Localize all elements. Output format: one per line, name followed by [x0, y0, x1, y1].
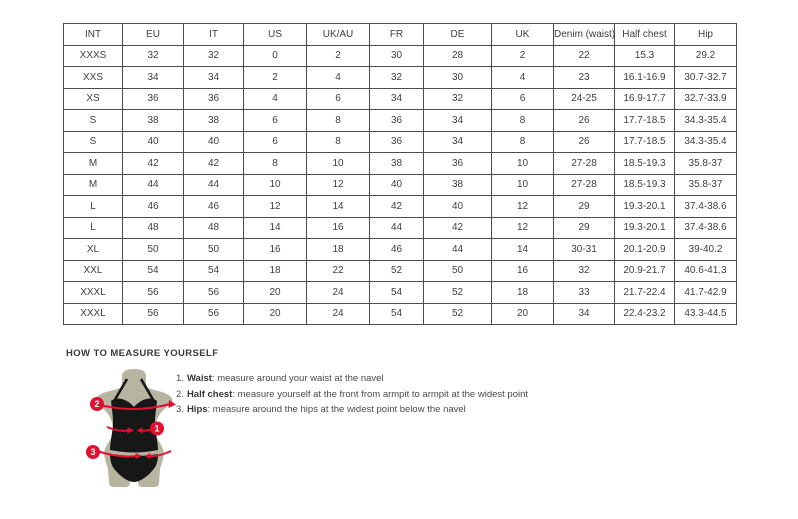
table-cell: 26	[554, 131, 615, 153]
table-cell: 52	[424, 303, 492, 325]
table-cell: 0	[244, 45, 307, 67]
table-cell: 18	[492, 282, 554, 304]
size-table	[63, 23, 737, 325]
table-cell: 20	[244, 303, 307, 325]
column-header: IT	[184, 24, 244, 46]
step-number: 3.	[176, 404, 184, 415]
step-label: Half chest	[186, 388, 233, 400]
table-cell: 32	[123, 45, 184, 67]
measure-steps	[176, 371, 528, 418]
step-text: : measure around the hips at the widest point below the navel	[207, 404, 466, 415]
table-cell: 6	[307, 88, 370, 110]
size-table-body	[64, 45, 737, 325]
table-cell: 44	[424, 239, 492, 261]
table-cell: 44	[184, 174, 244, 196]
table-cell: 34	[424, 131, 492, 153]
table-cell: 36	[184, 88, 244, 110]
table-cell: 26	[554, 110, 615, 132]
table-cell: 2	[244, 67, 307, 89]
table-cell: 40	[370, 174, 424, 196]
table-cell: 8	[244, 153, 307, 175]
table-cell: 6	[244, 110, 307, 132]
step-label: Hips	[186, 404, 208, 415]
size-table-header	[64, 24, 737, 46]
table-cell: 18.5-19.3	[615, 174, 675, 196]
table-cell: 54	[184, 260, 244, 282]
table-cell: 30-31	[554, 239, 615, 261]
table-cell: S	[64, 110, 123, 132]
table-cell: 46	[370, 239, 424, 261]
column-header: US	[244, 24, 307, 46]
table-cell: 22	[307, 260, 370, 282]
measure-section-title: HOW TO MEASURE YOURSELF	[66, 348, 219, 359]
table-cell: L	[64, 196, 123, 218]
table-cell: 2	[492, 45, 554, 67]
table-cell: 4	[307, 67, 370, 89]
table-cell: 20.9-21.7	[615, 260, 675, 282]
step-label: Waist	[186, 373, 212, 384]
table-cell: 33	[554, 282, 615, 304]
table-cell: XXS	[64, 67, 123, 89]
table-cell: 36	[424, 153, 492, 175]
step-number: 1.	[176, 373, 184, 384]
table-cell: 29	[554, 196, 615, 218]
table-cell: XXXL	[64, 282, 123, 304]
table-cell: 20.1-20.9	[615, 239, 675, 261]
table-cell: 44	[123, 174, 184, 196]
table-cell: 56	[184, 282, 244, 304]
table-cell: S	[64, 131, 123, 153]
table-cell: 10	[244, 174, 307, 196]
table-cell: 20	[244, 282, 307, 304]
table-cell: 35.8-37	[675, 174, 737, 196]
column-header: UK	[492, 24, 554, 46]
chest-badge-number: 2	[94, 399, 100, 410]
table-cell: L	[64, 217, 123, 239]
table-cell: 12	[492, 196, 554, 218]
table-cell: 36	[370, 131, 424, 153]
table-cell: 39-40.2	[675, 239, 737, 261]
table-cell: 27-28	[554, 153, 615, 175]
step-text: : measure around your waist at the navel	[211, 373, 384, 384]
table-row	[64, 217, 737, 239]
table-cell: 8	[307, 131, 370, 153]
table-cell: 10	[492, 153, 554, 175]
table-cell: 35.8-37	[675, 153, 737, 175]
table-cell: 14	[244, 217, 307, 239]
table-cell: 50	[123, 239, 184, 261]
table-cell: 16.1-16.9	[615, 67, 675, 89]
table-row	[64, 131, 737, 153]
table-cell: 38	[123, 110, 184, 132]
table-cell: 14	[307, 196, 370, 218]
table-cell: 44	[370, 217, 424, 239]
table-cell: 16	[492, 260, 554, 282]
table-cell: 22	[554, 45, 615, 67]
table-cell: 32	[370, 67, 424, 89]
table-cell: 43.3-44.5	[675, 303, 737, 325]
table-cell: 42	[370, 196, 424, 218]
table-cell: 23	[554, 67, 615, 89]
table-cell: 10	[492, 174, 554, 196]
table-cell: 28	[424, 45, 492, 67]
table-cell: 38	[184, 110, 244, 132]
table-cell: 29	[554, 217, 615, 239]
table-cell: 36	[370, 110, 424, 132]
table-cell: 56	[123, 282, 184, 304]
table-cell: 38	[424, 174, 492, 196]
table-cell: 37.4-38.6	[675, 196, 737, 218]
table-cell: 20	[492, 303, 554, 325]
column-header: DE	[424, 24, 492, 46]
table-cell: 37.4-38.6	[675, 217, 737, 239]
header-row	[64, 24, 737, 46]
table-cell: 32	[554, 260, 615, 282]
table-cell: 40.6-41.3	[675, 260, 737, 282]
table-row	[64, 282, 737, 304]
table-cell: 34	[424, 110, 492, 132]
table-cell: 6	[492, 88, 554, 110]
table-cell: 30	[370, 45, 424, 67]
table-cell: 40	[424, 196, 492, 218]
table-cell: M	[64, 153, 123, 175]
table-cell: 34	[370, 88, 424, 110]
table-cell: 34	[123, 67, 184, 89]
table-cell: 34	[554, 303, 615, 325]
step-text: : measure yourself at the front from armpit to armpit at the widest point	[232, 388, 529, 400]
table-cell: 17.7-18.5	[615, 110, 675, 132]
table-cell: 24	[307, 282, 370, 304]
table-cell: 8	[492, 110, 554, 132]
column-header: Denim (waist)	[554, 24, 615, 46]
table-row	[64, 239, 737, 261]
table-cell: 18.5-19.3	[615, 153, 675, 175]
table-cell: XXXL	[64, 303, 123, 325]
table-cell: 32	[184, 45, 244, 67]
table-cell: 48	[123, 217, 184, 239]
table-cell: XXL	[64, 260, 123, 282]
table-cell: 8	[307, 110, 370, 132]
table-cell: 24	[307, 303, 370, 325]
hips-badge-number: 3	[90, 447, 96, 458]
table-cell: 52	[370, 260, 424, 282]
table-cell: 29.2	[675, 45, 737, 67]
measure-step	[176, 402, 528, 418]
table-cell: 46	[123, 196, 184, 218]
table-cell: 42	[184, 153, 244, 175]
mannequin-illustration	[84, 366, 184, 490]
column-header: UK/AU	[307, 24, 370, 46]
table-cell: 10	[307, 153, 370, 175]
table-cell: 41.7-42.9	[675, 282, 737, 304]
waist-badge-number: 1	[154, 423, 160, 434]
table-cell: 32.7-33.9	[675, 88, 737, 110]
table-cell: 40	[123, 131, 184, 153]
table-cell: 16	[307, 217, 370, 239]
table-row	[64, 153, 737, 175]
table-cell: 52	[424, 282, 492, 304]
table-cell: 21.7-22.4	[615, 282, 675, 304]
table-cell: 16.9-17.7	[615, 88, 675, 110]
table-cell: 30.7-32.7	[675, 67, 737, 89]
table-cell: 27-28	[554, 174, 615, 196]
table-cell: 36	[123, 88, 184, 110]
table-cell: 54	[370, 282, 424, 304]
table-row	[64, 88, 737, 110]
measure-step	[176, 387, 528, 403]
table-row	[64, 67, 737, 89]
table-row	[64, 196, 737, 218]
table-cell: 54	[370, 303, 424, 325]
table-cell: 18	[244, 260, 307, 282]
table-row	[64, 110, 737, 132]
table-cell: 42	[424, 217, 492, 239]
table-cell: XL	[64, 239, 123, 261]
table-cell: 19.3-20.1	[615, 196, 675, 218]
table-row	[64, 174, 737, 196]
table-cell: 24-25	[554, 88, 615, 110]
table-cell: 46	[184, 196, 244, 218]
table-cell: 2	[307, 45, 370, 67]
measure-step	[176, 371, 528, 387]
table-cell: 34.3-35.4	[675, 110, 737, 132]
table-cell: 8	[492, 131, 554, 153]
table-cell: 56	[184, 303, 244, 325]
table-cell: 17.7-18.5	[615, 131, 675, 153]
step-number: 2.	[176, 388, 184, 400]
table-cell: 50	[184, 239, 244, 261]
table-row	[64, 303, 737, 325]
table-cell: XXXS	[64, 45, 123, 67]
table-cell: 18	[307, 239, 370, 261]
table-cell: 42	[123, 153, 184, 175]
table-cell: 14	[492, 239, 554, 261]
table-cell: 12	[307, 174, 370, 196]
table-cell: 19.3-20.1	[615, 217, 675, 239]
table-cell: 4	[244, 88, 307, 110]
table-cell: 32	[424, 88, 492, 110]
table-cell: 34.3-35.4	[675, 131, 737, 153]
column-header: EU	[123, 24, 184, 46]
table-cell: 16	[244, 239, 307, 261]
table-cell: M	[64, 174, 123, 196]
table-cell: 40	[184, 131, 244, 153]
table-cell: 12	[492, 217, 554, 239]
table-cell: XS	[64, 88, 123, 110]
table-cell: 6	[244, 131, 307, 153]
table-cell: 15.3	[615, 45, 675, 67]
table-row	[64, 260, 737, 282]
column-header: Hip	[675, 24, 737, 46]
column-header: FR	[370, 24, 424, 46]
table-cell: 38	[370, 153, 424, 175]
column-header: Half chest	[615, 24, 675, 46]
table-cell: 4	[492, 67, 554, 89]
table-cell: 54	[123, 260, 184, 282]
table-cell: 50	[424, 260, 492, 282]
table-cell: 22.4-23.2	[615, 303, 675, 325]
table-row	[64, 45, 737, 67]
table-cell: 34	[184, 67, 244, 89]
table-cell: 12	[244, 196, 307, 218]
table-cell: 30	[424, 67, 492, 89]
table-cell: 56	[123, 303, 184, 325]
table-cell: 48	[184, 217, 244, 239]
column-header: INT	[64, 24, 123, 46]
